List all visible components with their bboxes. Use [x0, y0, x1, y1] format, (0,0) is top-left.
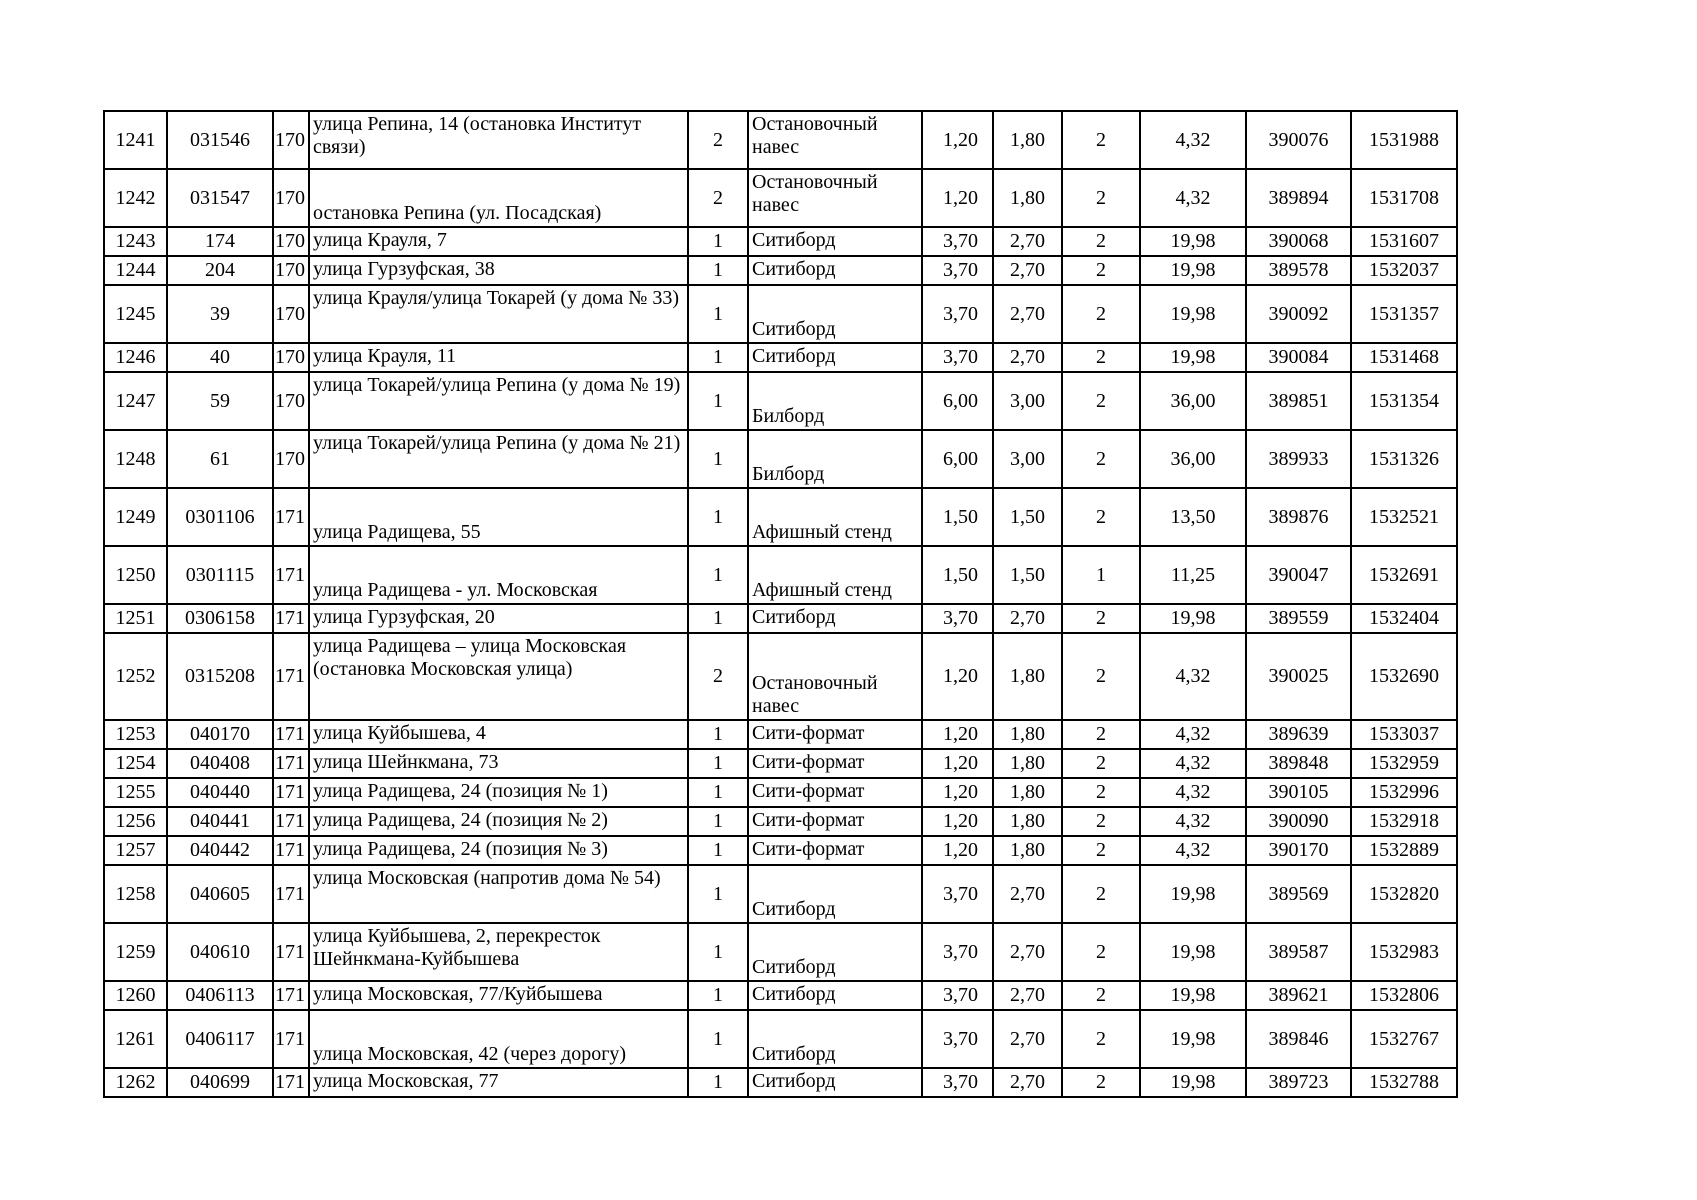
faces-count-cell: 2: [1062, 865, 1140, 923]
object-code-cell: 61: [167, 430, 273, 488]
coordinate-x-cell: 389639: [1246, 720, 1351, 749]
address-cell: улица Радищева, 24 (позиция № 3): [309, 836, 688, 865]
faces-count-cell: 2: [1062, 1068, 1140, 1097]
row-number-cell: 1242: [104, 169, 167, 227]
sides-count-cell: 1: [688, 923, 748, 981]
table-row: [104, 865, 1457, 923]
object-code-cell: 040408: [167, 749, 273, 778]
structure-type-cell: Сити-формат: [748, 807, 922, 836]
structure-type-cell: Ситиборд: [748, 865, 922, 923]
width-cell: 3,70: [922, 865, 993, 923]
height-cell: 1,80: [993, 749, 1062, 778]
row-number-cell: 1250: [104, 546, 167, 604]
coordinate-y-cell: 1532767: [1351, 1010, 1457, 1068]
district-code-cell: 170: [273, 169, 309, 227]
structure-type-cell: Ситиборд: [748, 343, 922, 372]
width-cell: 3,70: [922, 923, 993, 981]
coordinate-x-cell: 390092: [1246, 285, 1351, 343]
table-row: [104, 720, 1457, 749]
width-cell: 1,20: [922, 169, 993, 227]
district-code-cell: 171: [273, 720, 309, 749]
faces-count-cell: 2: [1062, 430, 1140, 488]
object-code-cell: 0406113: [167, 981, 273, 1010]
area-cell: 19,98: [1140, 981, 1246, 1010]
height-cell: 1,80: [993, 111, 1062, 169]
district-code-cell: 171: [273, 604, 309, 633]
area-cell: 19,98: [1140, 604, 1246, 633]
table-row: [104, 807, 1457, 836]
height-cell: 3,00: [993, 372, 1062, 430]
district-code-cell: 171: [273, 1068, 309, 1097]
district-code-cell: 171: [273, 633, 309, 720]
structure-type-cell: Афишный стенд: [748, 488, 922, 546]
structure-type-cell: Сити-формат: [748, 778, 922, 807]
height-cell: 2,70: [993, 227, 1062, 256]
address-cell: улица Шейнкмана, 73: [309, 749, 688, 778]
structure-type-cell: Сити-формат: [748, 749, 922, 778]
table-row: [104, 169, 1457, 227]
address-cell: улица Московская, 42 (через дорогу): [309, 1010, 688, 1068]
district-code-cell: 171: [273, 807, 309, 836]
row-number-cell: 1241: [104, 111, 167, 169]
district-code-cell: 171: [273, 836, 309, 865]
address-cell: улица Токарей/улица Репина (у дома № 19): [309, 372, 688, 430]
sides-count-cell: 1: [688, 865, 748, 923]
faces-count-cell: 2: [1062, 285, 1140, 343]
height-cell: 2,70: [993, 343, 1062, 372]
table-row: [104, 836, 1457, 865]
width-cell: 1,20: [922, 807, 993, 836]
structure-type-cell: Ситиборд: [748, 256, 922, 285]
district-code-cell: 170: [273, 111, 309, 169]
row-number-cell: 1262: [104, 1068, 167, 1097]
structure-type-cell: Билборд: [748, 372, 922, 430]
faces-count-cell: 2: [1062, 227, 1140, 256]
faces-count-cell: 2: [1062, 343, 1140, 372]
area-cell: 11,25: [1140, 546, 1246, 604]
coordinate-y-cell: 1532521: [1351, 488, 1457, 546]
faces-count-cell: 1: [1062, 546, 1140, 604]
width-cell: 1,50: [922, 546, 993, 604]
area-cell: 19,98: [1140, 1068, 1246, 1097]
object-code-cell: 040610: [167, 923, 273, 981]
address-cell: улица Крауля, 7: [309, 227, 688, 256]
address-cell: улица Куйбышева, 4: [309, 720, 688, 749]
coordinate-y-cell: 1531468: [1351, 343, 1457, 372]
faces-count-cell: 2: [1062, 111, 1140, 169]
coordinate-y-cell: 1532959: [1351, 749, 1457, 778]
coordinate-x-cell: 390025: [1246, 633, 1351, 720]
address-cell: улица Крауля, 11: [309, 343, 688, 372]
row-number-cell: 1259: [104, 923, 167, 981]
area-cell: 4,32: [1140, 778, 1246, 807]
row-number-cell: 1260: [104, 981, 167, 1010]
address-cell: улица Гурзуфская, 38: [309, 256, 688, 285]
faces-count-cell: 2: [1062, 923, 1140, 981]
area-cell: 4,32: [1140, 633, 1246, 720]
structure-type-cell: Билборд: [748, 430, 922, 488]
object-code-cell: 0301115: [167, 546, 273, 604]
area-cell: 19,98: [1140, 256, 1246, 285]
object-code-cell: 040170: [167, 720, 273, 749]
structure-type-cell: Ситиборд: [748, 285, 922, 343]
table-row: [104, 1010, 1457, 1068]
address-cell: улица Московская, 77/Куйбышева: [309, 981, 688, 1010]
district-code-cell: 170: [273, 430, 309, 488]
district-code-cell: 171: [273, 546, 309, 604]
table-row: [104, 1068, 1457, 1097]
sides-count-cell: 1: [688, 256, 748, 285]
coordinate-x-cell: 389933: [1246, 430, 1351, 488]
coordinate-x-cell: 389578: [1246, 256, 1351, 285]
coordinate-y-cell: 1531354: [1351, 372, 1457, 430]
height-cell: 1,80: [993, 633, 1062, 720]
structure-type-cell: Остановочный навес: [748, 111, 922, 169]
area-cell: 19,98: [1140, 865, 1246, 923]
table-row: [104, 488, 1457, 546]
height-cell: 1,80: [993, 778, 1062, 807]
address-cell: улица Радищева, 55: [309, 488, 688, 546]
row-number-cell: 1261: [104, 1010, 167, 1068]
width-cell: 3,70: [922, 981, 993, 1010]
coordinate-y-cell: 1532806: [1351, 981, 1457, 1010]
sides-count-cell: 2: [688, 111, 748, 169]
coordinate-x-cell: 389559: [1246, 604, 1351, 633]
coordinate-y-cell: 1532918: [1351, 807, 1457, 836]
coordinate-x-cell: 389851: [1246, 372, 1351, 430]
area-cell: 19,98: [1140, 923, 1246, 981]
district-code-cell: 171: [273, 778, 309, 807]
object-code-cell: 39: [167, 285, 273, 343]
table-row: [104, 604, 1457, 633]
coordinate-x-cell: 390076: [1246, 111, 1351, 169]
height-cell: 1,80: [993, 720, 1062, 749]
height-cell: 1,50: [993, 546, 1062, 604]
coordinate-y-cell: 1531708: [1351, 169, 1457, 227]
area-cell: 19,98: [1140, 227, 1246, 256]
sides-count-cell: 1: [688, 807, 748, 836]
coordinate-y-cell: 1533037: [1351, 720, 1457, 749]
object-code-cell: 0306158: [167, 604, 273, 633]
structure-type-cell: Ситиборд: [748, 923, 922, 981]
table-row: [104, 372, 1457, 430]
area-cell: 19,98: [1140, 1010, 1246, 1068]
faces-count-cell: 2: [1062, 778, 1140, 807]
area-cell: 4,32: [1140, 836, 1246, 865]
faces-count-cell: 2: [1062, 256, 1140, 285]
faces-count-cell: 2: [1062, 836, 1140, 865]
height-cell: 2,70: [993, 256, 1062, 285]
table-row: [104, 778, 1457, 807]
width-cell: 1,20: [922, 749, 993, 778]
width-cell: 3,70: [922, 256, 993, 285]
object-code-cell: 204: [167, 256, 273, 285]
structure-type-cell: Ситиборд: [748, 981, 922, 1010]
width-cell: 1,20: [922, 633, 993, 720]
width-cell: 1,50: [922, 488, 993, 546]
faces-count-cell: 2: [1062, 604, 1140, 633]
district-code-cell: 170: [273, 343, 309, 372]
address-cell: улица Радищева – улица Московская (остановка Московская улица): [309, 633, 688, 720]
table-row: [104, 546, 1457, 604]
height-cell: 1,80: [993, 807, 1062, 836]
coordinate-x-cell: 390084: [1246, 343, 1351, 372]
table-row: [104, 633, 1457, 720]
height-cell: 2,70: [993, 865, 1062, 923]
object-code-cell: 040699: [167, 1068, 273, 1097]
width-cell: 3,70: [922, 604, 993, 633]
table-row: [104, 285, 1457, 343]
coordinate-x-cell: 390170: [1246, 836, 1351, 865]
coordinate-x-cell: 389876: [1246, 488, 1351, 546]
coordinate-y-cell: 1532691: [1351, 546, 1457, 604]
district-code-cell: 171: [273, 1010, 309, 1068]
coordinate-x-cell: 389894: [1246, 169, 1351, 227]
coordinate-x-cell: 389569: [1246, 865, 1351, 923]
coordinate-x-cell: 390105: [1246, 778, 1351, 807]
object-code-cell: 031546: [167, 111, 273, 169]
table-row: [104, 981, 1457, 1010]
width-cell: 3,70: [922, 343, 993, 372]
sides-count-cell: 1: [688, 778, 748, 807]
coordinate-x-cell: 389848: [1246, 749, 1351, 778]
table-row: [104, 111, 1457, 169]
object-code-cell: 0315208: [167, 633, 273, 720]
coordinate-x-cell: 389723: [1246, 1068, 1351, 1097]
sides-count-cell: 1: [688, 604, 748, 633]
height-cell: 2,70: [993, 1010, 1062, 1068]
district-code-cell: 171: [273, 488, 309, 546]
address-cell: улица Радищева, 24 (позиция № 1): [309, 778, 688, 807]
row-number-cell: 1255: [104, 778, 167, 807]
structure-type-cell: Ситиборд: [748, 604, 922, 633]
height-cell: 1,80: [993, 169, 1062, 227]
address-cell: улица Радищева - ул. Московская: [309, 546, 688, 604]
row-number-cell: 1247: [104, 372, 167, 430]
faces-count-cell: 2: [1062, 488, 1140, 546]
width-cell: 3,70: [922, 227, 993, 256]
sides-count-cell: 1: [688, 1010, 748, 1068]
object-code-cell: 040442: [167, 836, 273, 865]
width-cell: 1,20: [922, 778, 993, 807]
coordinate-y-cell: 1532788: [1351, 1068, 1457, 1097]
structure-type-cell: Ситиборд: [748, 227, 922, 256]
height-cell: 2,70: [993, 604, 1062, 633]
district-code-cell: 171: [273, 865, 309, 923]
width-cell: 6,00: [922, 430, 993, 488]
object-code-cell: 174: [167, 227, 273, 256]
height-cell: 2,70: [993, 1068, 1062, 1097]
coordinate-x-cell: 390047: [1246, 546, 1351, 604]
row-number-cell: 1243: [104, 227, 167, 256]
area-cell: 4,32: [1140, 807, 1246, 836]
table-row: [104, 227, 1457, 256]
faces-count-cell: 2: [1062, 633, 1140, 720]
area-cell: 36,00: [1140, 372, 1246, 430]
width-cell: 3,70: [922, 1010, 993, 1068]
district-code-cell: 170: [273, 372, 309, 430]
area-cell: 19,98: [1140, 343, 1246, 372]
address-cell: улица Крауля/улица Токарей (у дома № 33): [309, 285, 688, 343]
width-cell: 3,70: [922, 285, 993, 343]
row-number-cell: 1256: [104, 807, 167, 836]
coordinate-y-cell: 1532889: [1351, 836, 1457, 865]
width-cell: 1,20: [922, 836, 993, 865]
sides-count-cell: 1: [688, 546, 748, 604]
row-number-cell: 1246: [104, 343, 167, 372]
coordinate-y-cell: 1532037: [1351, 256, 1457, 285]
sides-count-cell: 2: [688, 169, 748, 227]
structure-type-cell: Остановочный навес: [748, 169, 922, 227]
row-number-cell: 1251: [104, 604, 167, 633]
row-number-cell: 1248: [104, 430, 167, 488]
district-code-cell: 171: [273, 749, 309, 778]
structure-type-cell: Ситиборд: [748, 1010, 922, 1068]
area-cell: 4,32: [1140, 749, 1246, 778]
district-code-cell: 170: [273, 227, 309, 256]
structure-type-cell: Сити-формат: [748, 836, 922, 865]
district-code-cell: 170: [273, 285, 309, 343]
row-number-cell: 1254: [104, 749, 167, 778]
row-number-cell: 1258: [104, 865, 167, 923]
sides-count-cell: 1: [688, 836, 748, 865]
sides-count-cell: 1: [688, 285, 748, 343]
coordinate-y-cell: 1532983: [1351, 923, 1457, 981]
width-cell: 1,20: [922, 720, 993, 749]
address-cell: остановка Репина (ул. Посадская): [309, 169, 688, 227]
coordinate-y-cell: 1531988: [1351, 111, 1457, 169]
area-cell: 13,50: [1140, 488, 1246, 546]
height-cell: 2,70: [993, 981, 1062, 1010]
row-number-cell: 1253: [104, 720, 167, 749]
width-cell: 6,00: [922, 372, 993, 430]
area-cell: 19,98: [1140, 285, 1246, 343]
faces-count-cell: 2: [1062, 169, 1140, 227]
height-cell: 2,70: [993, 923, 1062, 981]
sides-count-cell: 1: [688, 372, 748, 430]
coordinate-y-cell: 1532820: [1351, 865, 1457, 923]
object-code-cell: 040440: [167, 778, 273, 807]
faces-count-cell: 2: [1062, 1010, 1140, 1068]
address-cell: улица Токарей/улица Репина (у дома № 21): [309, 430, 688, 488]
table-row: [104, 343, 1457, 372]
coordinate-x-cell: 390068: [1246, 227, 1351, 256]
address-cell: улица Московская (напротив дома № 54): [309, 865, 688, 923]
area-cell: 4,32: [1140, 111, 1246, 169]
area-cell: 4,32: [1140, 720, 1246, 749]
width-cell: 3,70: [922, 1068, 993, 1097]
table-row: [104, 749, 1457, 778]
object-code-cell: 040441: [167, 807, 273, 836]
address-cell: улица Радищева, 24 (позиция № 2): [309, 807, 688, 836]
row-number-cell: 1257: [104, 836, 167, 865]
sides-count-cell: 1: [688, 749, 748, 778]
object-code-cell: 031547: [167, 169, 273, 227]
object-code-cell: 0406117: [167, 1010, 273, 1068]
row-number-cell: 1244: [104, 256, 167, 285]
row-number-cell: 1245: [104, 285, 167, 343]
sides-count-cell: 1: [688, 1068, 748, 1097]
object-code-cell: 0301106: [167, 488, 273, 546]
sides-count-cell: 1: [688, 720, 748, 749]
structure-type-cell: Остановочный навес: [748, 633, 922, 720]
coordinate-y-cell: 1532404: [1351, 604, 1457, 633]
sides-count-cell: 1: [688, 430, 748, 488]
address-cell: улица Московская, 77: [309, 1068, 688, 1097]
coordinate-y-cell: 1531357: [1351, 285, 1457, 343]
table-body: [104, 111, 1457, 1097]
object-code-cell: 59: [167, 372, 273, 430]
height-cell: 3,00: [993, 430, 1062, 488]
sides-count-cell: 1: [688, 227, 748, 256]
address-cell: улица Репина, 14 (остановка Институт связи): [309, 111, 688, 169]
coordinate-y-cell: 1531607: [1351, 227, 1457, 256]
height-cell: 1,50: [993, 488, 1062, 546]
registry-table: [103, 110, 1458, 1098]
row-number-cell: 1249: [104, 488, 167, 546]
object-code-cell: 040605: [167, 865, 273, 923]
structure-type-cell: Афишный стенд: [748, 546, 922, 604]
faces-count-cell: 2: [1062, 807, 1140, 836]
coordinate-x-cell: 389587: [1246, 923, 1351, 981]
structure-type-cell: Сити-формат: [748, 720, 922, 749]
table-row: [104, 256, 1457, 285]
table-row: [104, 430, 1457, 488]
address-cell: улица Куйбышева, 2, перекресток Шейнкмана-Куйбышева: [309, 923, 688, 981]
coordinate-x-cell: 390090: [1246, 807, 1351, 836]
district-code-cell: 171: [273, 923, 309, 981]
faces-count-cell: 2: [1062, 749, 1140, 778]
coordinate-x-cell: 389846: [1246, 1010, 1351, 1068]
height-cell: 2,70: [993, 285, 1062, 343]
width-cell: 1,20: [922, 111, 993, 169]
faces-count-cell: 2: [1062, 372, 1140, 430]
coordinate-y-cell: 1532996: [1351, 778, 1457, 807]
sides-count-cell: 1: [688, 343, 748, 372]
row-number-cell: 1252: [104, 633, 167, 720]
coordinate-y-cell: 1532690: [1351, 633, 1457, 720]
sides-count-cell: 1: [688, 488, 748, 546]
height-cell: 1,80: [993, 836, 1062, 865]
object-code-cell: 40: [167, 343, 273, 372]
coordinate-x-cell: 389621: [1246, 981, 1351, 1010]
district-code-cell: 171: [273, 981, 309, 1010]
faces-count-cell: 2: [1062, 981, 1140, 1010]
faces-count-cell: 2: [1062, 720, 1140, 749]
structure-type-cell: Ситиборд: [748, 1068, 922, 1097]
area-cell: 36,00: [1140, 430, 1246, 488]
sides-count-cell: 1: [688, 981, 748, 1010]
sides-count-cell: 2: [688, 633, 748, 720]
table-row: [104, 923, 1457, 981]
coordinate-y-cell: 1531326: [1351, 430, 1457, 488]
area-cell: 4,32: [1140, 169, 1246, 227]
address-cell: улица Гурзуфская, 20: [309, 604, 688, 633]
district-code-cell: 170: [273, 256, 309, 285]
